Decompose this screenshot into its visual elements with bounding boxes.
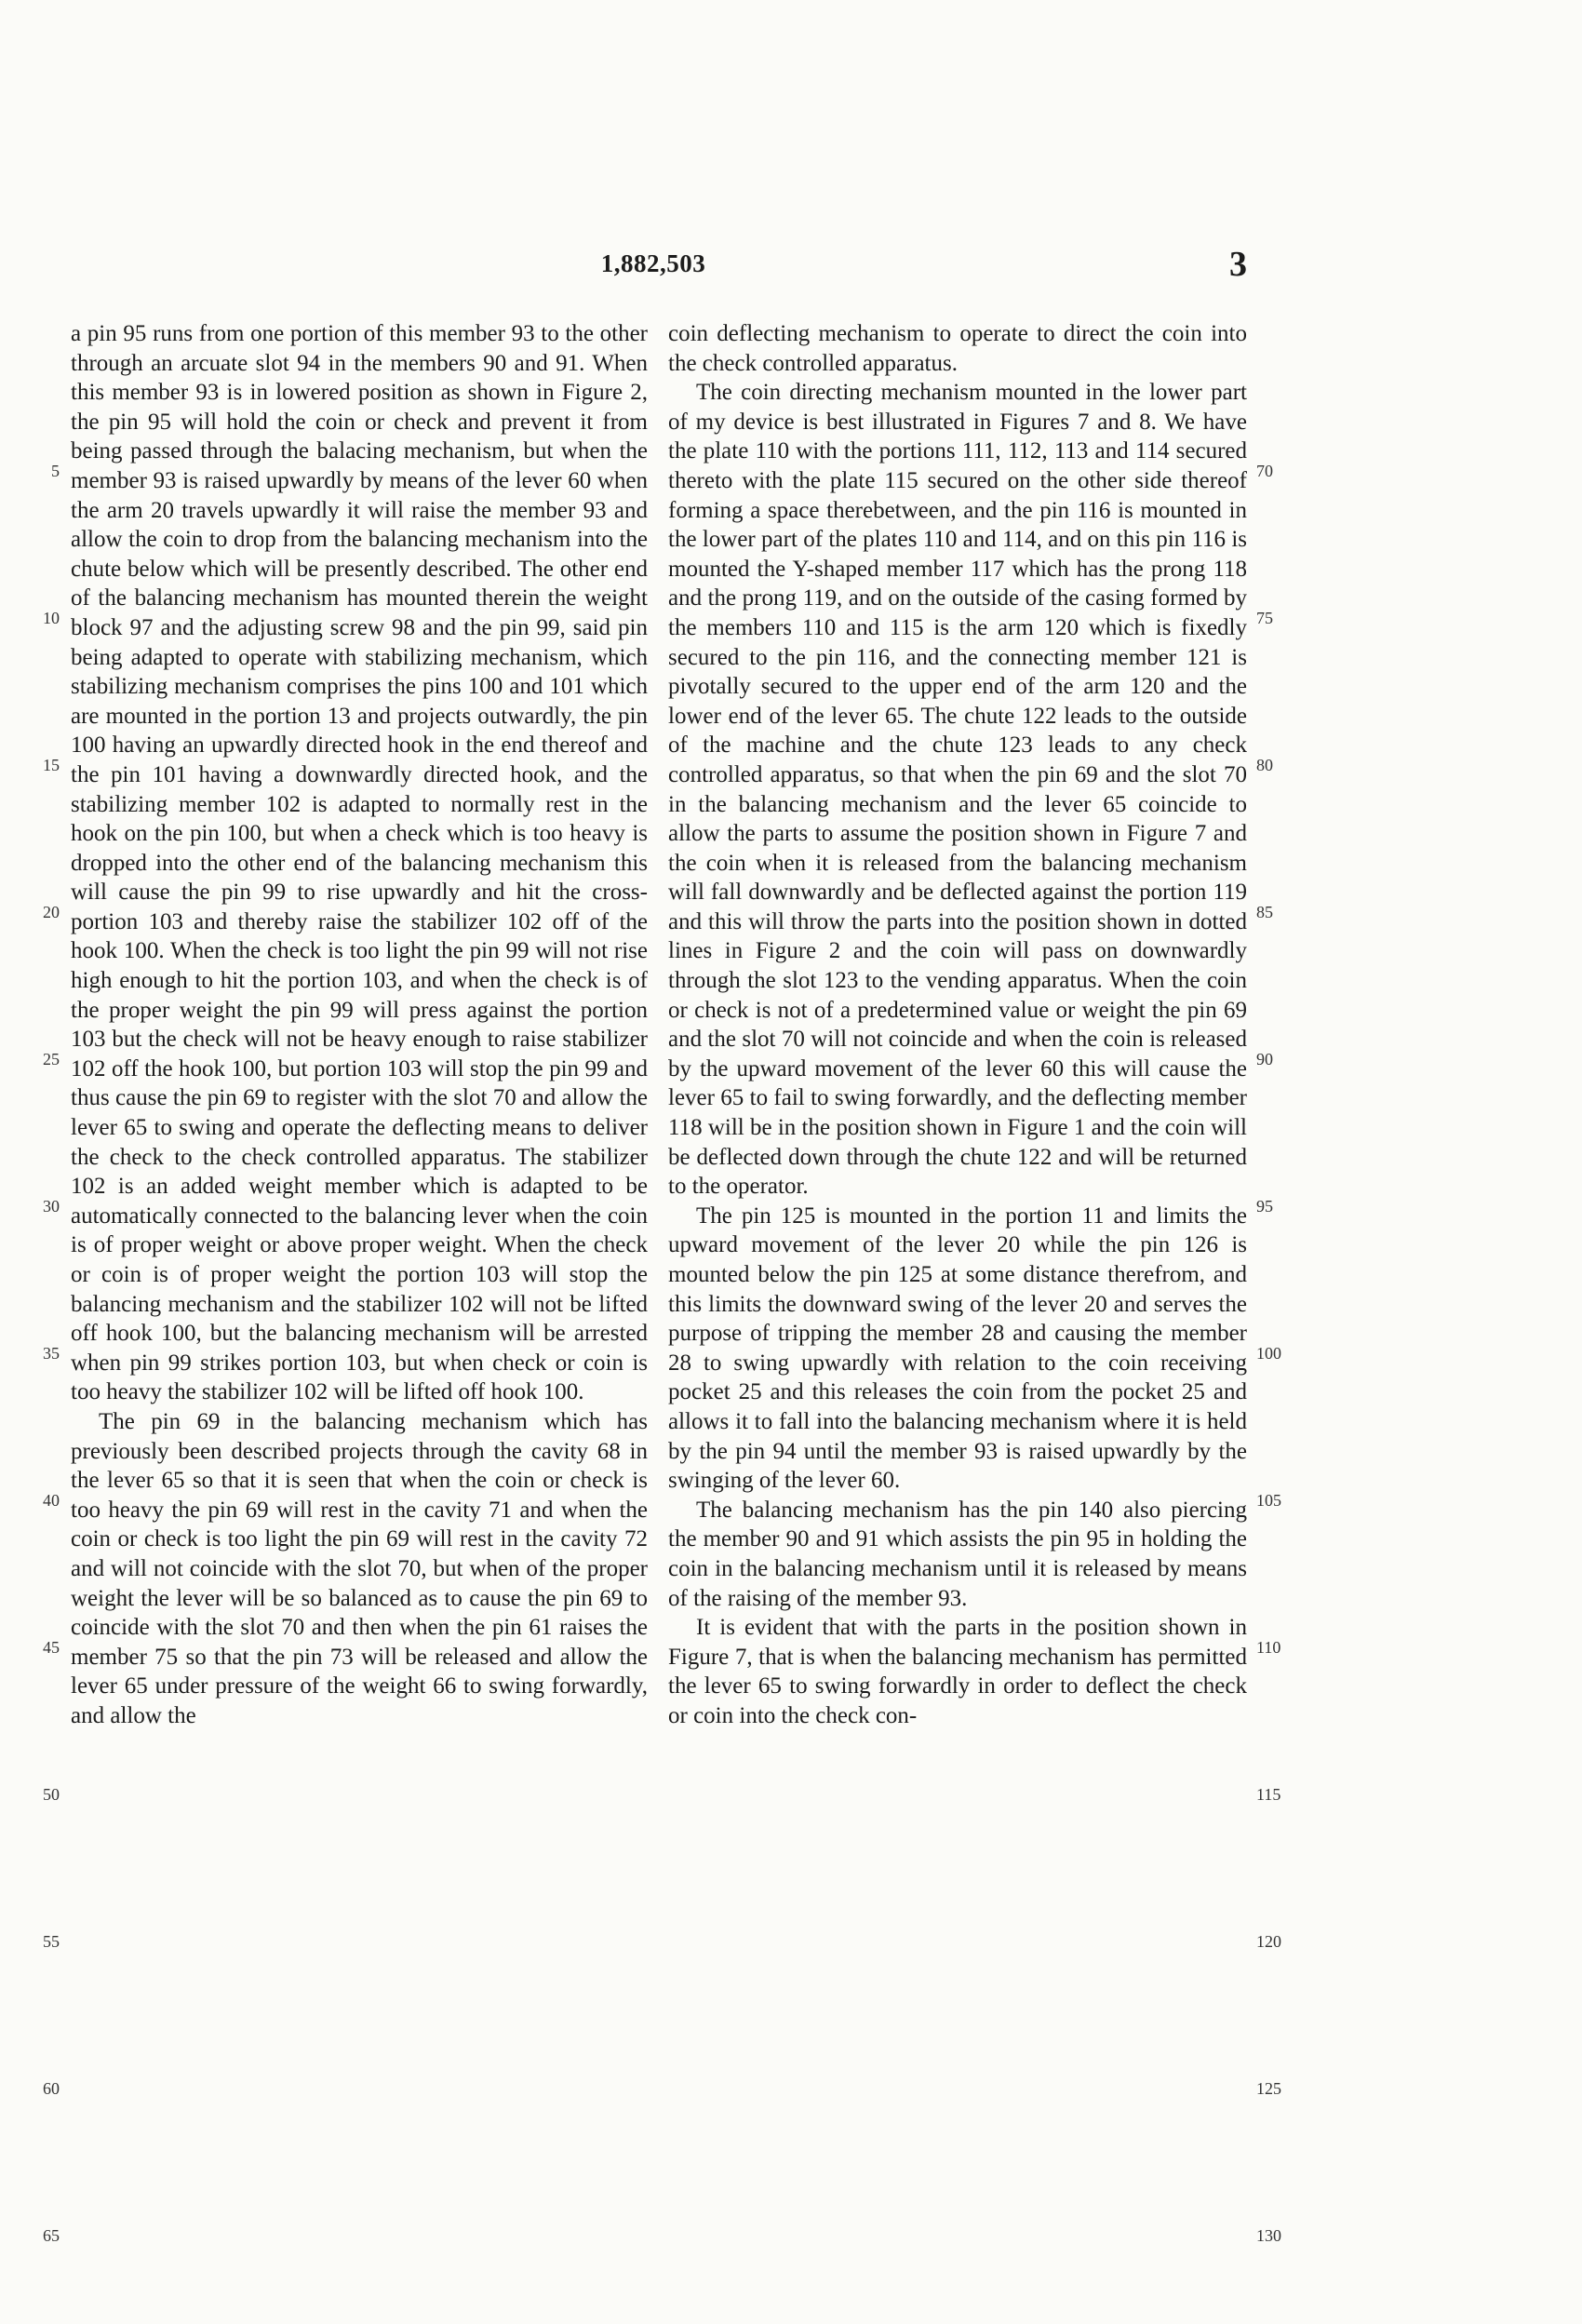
line-number: 10 bbox=[43, 609, 60, 627]
line-number: 85 bbox=[1256, 903, 1273, 921]
line-number: 130 bbox=[1256, 2226, 1281, 2245]
line-number: 80 bbox=[1256, 756, 1273, 774]
paragraph: It is evident that with the parts in the position shown in Figure 7, that is when the balancing mechanism has permitted the lever 65 to swing forwardly in order to deflect the check or coin into the check con- bbox=[668, 1615, 1247, 1728]
line-number: 60 bbox=[43, 2079, 60, 2098]
line-number: 5 bbox=[51, 462, 60, 480]
line-number: 15 bbox=[43, 756, 60, 774]
line-number: 120 bbox=[1256, 1932, 1281, 1951]
line-number: 45 bbox=[43, 1638, 60, 1657]
line-number: 110 bbox=[1256, 1638, 1281, 1657]
line-number: 30 bbox=[43, 1197, 60, 1216]
line-number: 95 bbox=[1256, 1197, 1273, 1216]
paragraph: The pin 125 is mounted in the portion 11 and limits the upward movement of the lever 20 while the pin 126 is mounted below the pin 125 at some distance therefrom, and this limits the downward swing of the lever 20 and serves the purpose of tripping the member 28 and causing the member 28 to swing upwardly with relation to the coin receiving pocket 25 and this releases the coin from the pocket 25 and allows it to fall into the balancing mechanism where it is held by the pin 94 until the member 93 is raised upwardly by the swinging of the lever 60. bbox=[668, 1202, 1247, 1494]
line-number: 75 bbox=[1256, 609, 1273, 627]
paragraph: The pin 69 in the balancing mechanism which has previously been described projects through the cavity 68 in the lever 65 so that it is seen that when the coin or check is too heavy the pin 69 will rest in the cavity 71 and when the coin or check is too light the pin 69 will rest in the cavity 72 and will not coincide with the slot 70, but when of the proper weight the lever will be so balanced as to cause the pin 69 to coincide with the slot 70 and then when the pin 61 raises the member 75 so that the pin 73 will be released and allow the lever 65 under pressure of the weight 66 to swing forwardly, and allow the bbox=[71, 1408, 648, 1728]
patent-number: 1,882,503 bbox=[600, 249, 706, 277]
paragraph: coin deflecting mechanism to operate to direct the coin into the check controlled apparatus. bbox=[668, 321, 1247, 376]
line-number: 105 bbox=[1256, 1491, 1281, 1510]
paragraph: The balancing mechanism has the pin 140 also piercing the member 90 and 91 which assists the pin 95 in holding the coin in the balancing mechanism until it is released by means of the raising of the member 93. bbox=[668, 1497, 1247, 1611]
right-column bbox=[668, 319, 1247, 1731]
line-number: 65 bbox=[43, 2226, 60, 2245]
line-number: 50 bbox=[43, 1785, 60, 1804]
paragraph: a pin 95 runs from one portion of this member 93 to the other through an arcuate slot 94 in the members 90 and 91. When this member 93 is in lowered position as shown in Figure 2, the pin 95 will hold the coin or check and prevent it from being passed through the balacing mechanism, but when the member 93 is raised upwardly by means of the lever 60 when the arm 20 travels upwardly it will raise the member 93 and allow the coin to drop from the balancing mechanism into the chute below which will be presently described. The other end of the balancing mechanism has mounted therein the weight block 97 and the adjusting screw 98 and the pin 99, said pin being adapted to operate with stabilizing mechanism, which stabilizing mechanism comprises the pins 100 and 101 which are mounted in the portion 13 and projects outwardly, the pin 100 having an upwardly directed hook in the end thereof and the pin 101 having a downwardly directed hook, and the stabilizing member 102 is adapted to normally rest in the hook on the pin 100, but when a check which is too heavy is dropped into the other end of the balancing mechanism this will cause the pin 99 to rise upwardly and hit the cross-portion 103 and thereby raise the stabilizer 102 off of the hook 100. When the check is too light the pin 99 will not rise high enough to hit the portion 103, and when the check is of the proper weight the pin 99 will press against the portion 103 but the check will not be heavy enough to raise stabilizer 102 off the hook 100, but portion 103 will stop the pin 99 and thus cause the pin 69 to register with the slot 70 and allow the lever 65 to swing and operate the deflecting means to deliver the check to the check controlled apparatus. The stabilizer 102 is an added weight member which is adapted to be automatically connected to the balancing lever when the coin is of proper weight or above proper weight. When the check or coin is of proper weight the portion 103 will stop the balancing mechanism and the stabilizer 102 will not be lifted off hook 100, but the balancing mechanism will be arrested when pin 99 strikes portion 103, but when check or coin is too heavy the stabilizer 102 will be lifted off hook 100. bbox=[71, 321, 648, 1405]
line-number: 70 bbox=[1256, 462, 1273, 480]
page-index: 3 bbox=[1229, 245, 1247, 284]
left-column bbox=[71, 319, 648, 1731]
line-number: 40 bbox=[43, 1491, 60, 1510]
line-number: 115 bbox=[1256, 1785, 1281, 1804]
line-number: 90 bbox=[1256, 1050, 1273, 1068]
line-number: 35 bbox=[43, 1344, 60, 1363]
line-number: 55 bbox=[43, 1932, 60, 1951]
paragraph: The coin directing mechanism mounted in the lower part of my device is best illustrated in Figures 7 and 8. We have the plate 110 with the portions 111, 112, 113 and 114 secured thereto with the plate 115 secured on the other side thereof forming a space therebetween, and the pin 116 is mounted in the lower part of the plates 110 and 114, and on this pin 116 is mounted the Y-shaped member 117 which has the prong 118 and the prong 119, and on the outside of the casing formed by the members 110 and 115 is the arm 120 which is fixedly secured to the pin 116, and the connecting member 121 is pivotally secured to the upper end of the arm 120 and the lower end of the lever 65. The chute 122 leads to the outside of the machine and the chute 123 leads to any check controlled apparatus, so that when the pin 69 and the slot 70 in the balancing mechanism and the lever 65 coincide to allow the parts to assume the position shown in Figure 7 and the coin when it is released from the balancing mechanism will fall downwardly and be deflected against the portion 119 and this will throw the parts into the position shown in dotted lines in Figure 2 and the coin will pass on downwardly through the slot 123 to the vending apparatus. When the coin or check is not of a predetermined value or weight the pin 69 and the slot 70 will not coincide and when the coin is released by the upward movement of the lever 60 this will cause the lever 65 to fail to swing forwardly, and the deflecting member 118 will be in the position shown in Figure 1 and the coin will be deflected down through the chute 122 and will be returned to the operator. bbox=[668, 380, 1247, 1200]
line-number: 20 bbox=[43, 903, 60, 921]
line-number: 100 bbox=[1256, 1344, 1281, 1363]
line-number: 125 bbox=[1256, 2079, 1281, 2098]
line-number: 25 bbox=[43, 1050, 60, 1068]
